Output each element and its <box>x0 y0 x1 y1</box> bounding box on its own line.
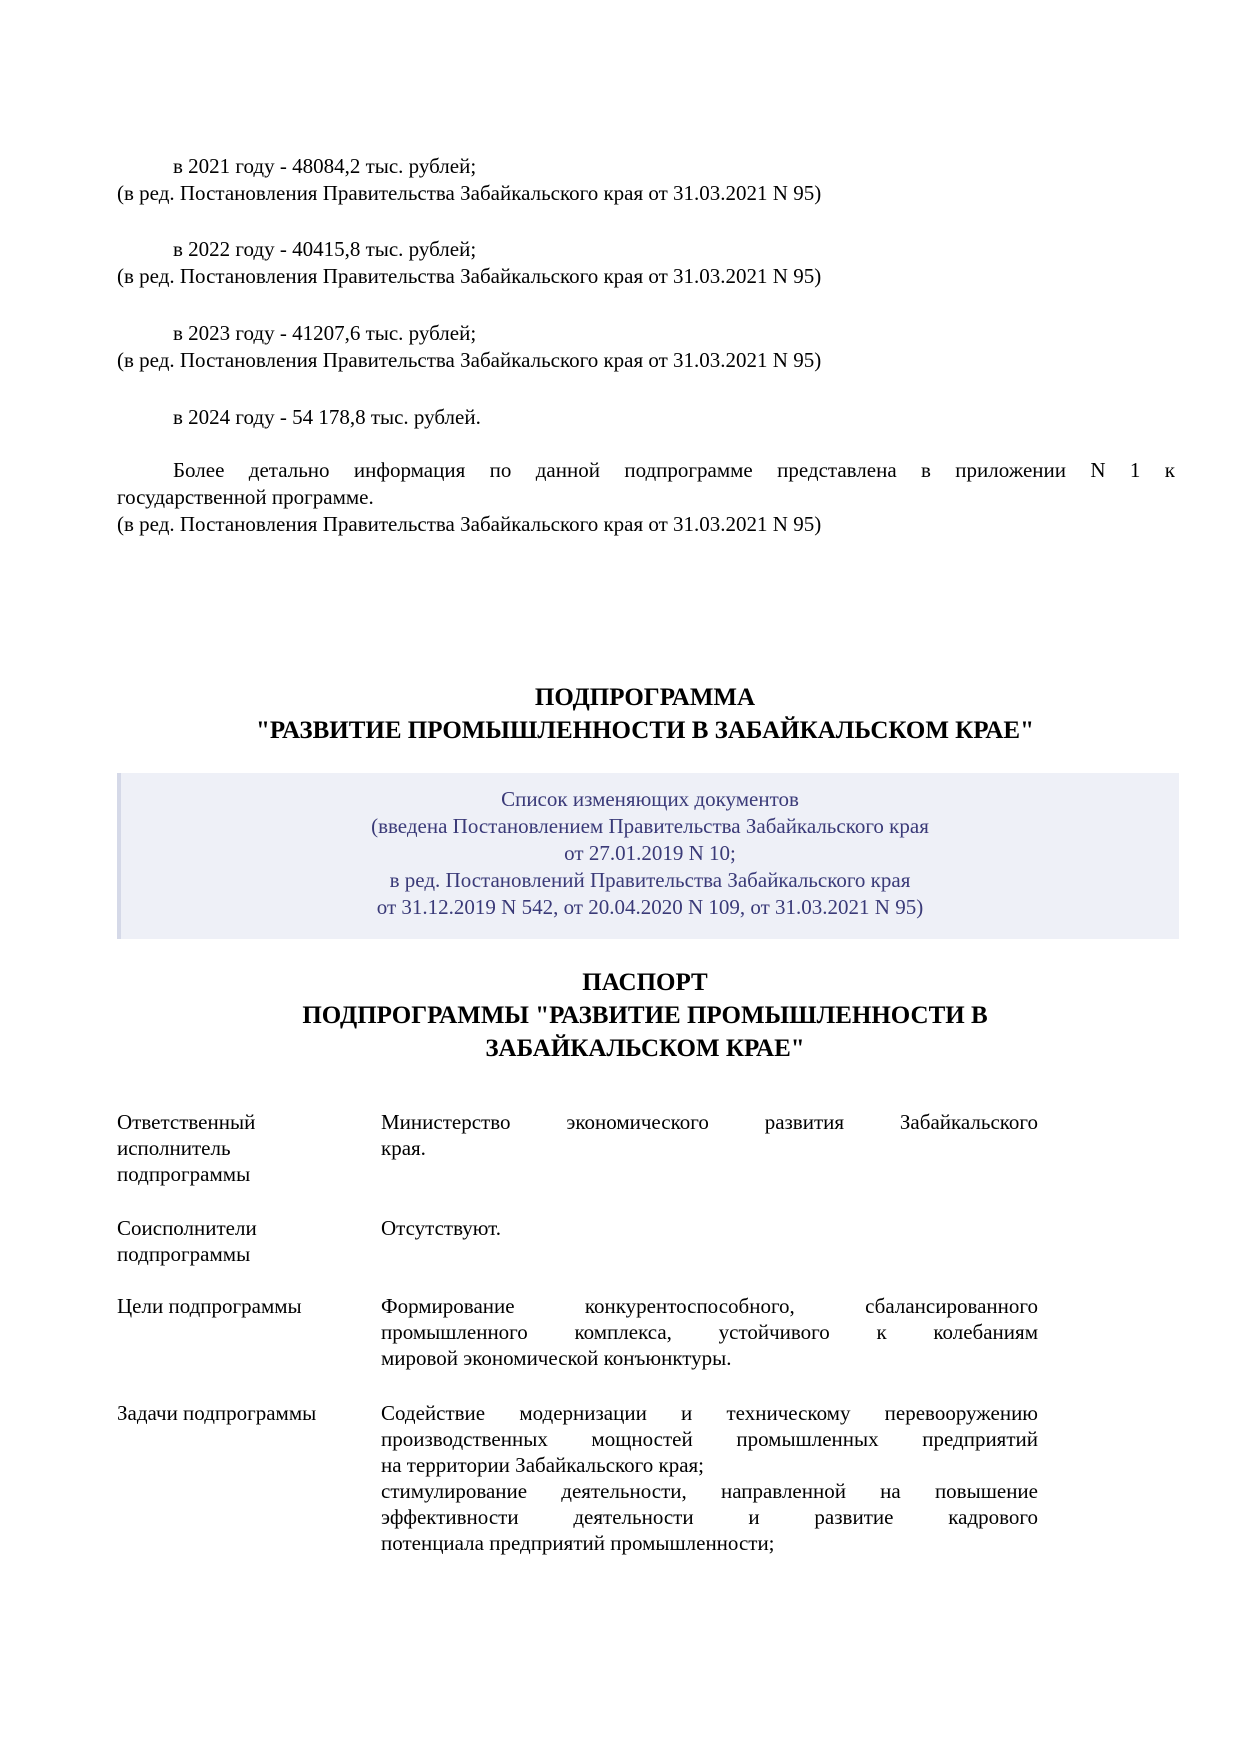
passport-subtitle: ЗАБАЙКАЛЬСКОМ КРАЕ" <box>485 1035 805 1062</box>
passport-value-coexecutors <box>381 1215 1038 1241</box>
changes-line: от 31.12.2019 N 542, от 20.04.2020 N 109, от 31.03.2021 N 95) <box>376 895 924 919</box>
changes-line: от 27.01.2019 N 10; <box>564 841 736 865</box>
label-line: Соисполнители <box>117 1216 257 1240</box>
value-line: мировой экономической конъюнктуры. <box>381 1346 732 1370</box>
changes-line: в ред. Постановлений Правительства Забайкальского края <box>389 868 911 892</box>
edition-note: (в ред. Постановления Правительства Забайкальского края от 31.03.2021 N 95) <box>117 264 822 288</box>
changes-title: Список изменяющих документов <box>501 787 799 811</box>
passport-value-goals <box>381 1293 1038 1371</box>
edition-note: (в ред. Постановления Правительства Забайкальского края от 31.03.2021 N 95) <box>117 512 822 536</box>
label-line: подпрограммы <box>117 1242 251 1266</box>
label-line: Задачи подпрограммы <box>117 1401 317 1425</box>
funding-2021: в 2021 году - 48084,2 тыс. рублей; <box>173 154 477 178</box>
passport-value-responsible <box>381 1109 1038 1161</box>
label-line: Цели подпрограммы <box>117 1294 302 1318</box>
label-line: Ответственный <box>117 1110 256 1134</box>
value-line: эффективности деятельности и развитие кадрового <box>381 1505 1038 1529</box>
detail-info-line1: Более детально информация по данной подпрограмме представлена в приложении N 1 к <box>173 458 1175 482</box>
value-line: производственных мощностей промышленных предприятий <box>381 1427 1038 1451</box>
value-line: края. <box>381 1136 426 1160</box>
edition-note: (в ред. Постановления Правительства Забайкальского края от 31.03.2021 N 95) <box>117 348 822 372</box>
value-line: Министерство экономического развития Забайкальского <box>381 1110 1038 1134</box>
subprogram-name: "РАЗВИТИЕ ПРОМЫШЛЕННОСТИ В ЗАБАЙКАЛЬСКОМ КРАЕ" <box>256 717 1034 744</box>
passport-value-tasks <box>381 1400 1038 1556</box>
changes-line: (введена Постановлением Правительства Забайкальского края <box>371 814 929 838</box>
passport-label-coexecutors <box>117 1215 367 1267</box>
passport-label-responsible <box>117 1109 367 1187</box>
value-line: на территории Забайкальского края; <box>381 1453 705 1477</box>
label-line: подпрограммы <box>117 1162 251 1186</box>
value-line: Формирование конкурентоспособного, сбалансированного <box>381 1294 1038 1318</box>
detail-info-line2: государственной программе. <box>117 485 374 509</box>
value-line: Содействие модернизации и техническому перевооружению <box>381 1401 1038 1425</box>
label-line: исполнитель <box>117 1136 231 1160</box>
funding-2023: в 2023 году - 41207,6 тыс. рублей; <box>173 321 477 345</box>
value-line: потенциала предприятий промышленности; <box>381 1531 775 1555</box>
value-line: стимулирование деятельности, направленной на повышение <box>381 1479 1038 1503</box>
funding-2022: в 2022 году - 40415,8 тыс. рублей; <box>173 237 477 261</box>
passport-label-goals <box>117 1293 367 1319</box>
passport-title: ПАСПОРТ <box>582 969 708 996</box>
edition-note: (в ред. Постановления Правительства Забайкальского края от 31.03.2021 N 95) <box>117 181 822 205</box>
change-documents-box <box>117 773 1179 939</box>
value-line: промышленного комплекса, устойчивого к колебаниям <box>381 1320 1038 1344</box>
passport-label-tasks <box>117 1400 367 1426</box>
value-line: Отсутствуют. <box>381 1216 502 1240</box>
subprogram-title: ПОДПРОГРАММА <box>534 684 756 711</box>
funding-2024: в 2024 году - 54 178,8 тыс. рублей. <box>173 405 481 429</box>
passport-subtitle: ПОДПРОГРАММЫ "РАЗВИТИЕ ПРОМЫШЛЕННОСТИ В <box>302 1002 988 1029</box>
